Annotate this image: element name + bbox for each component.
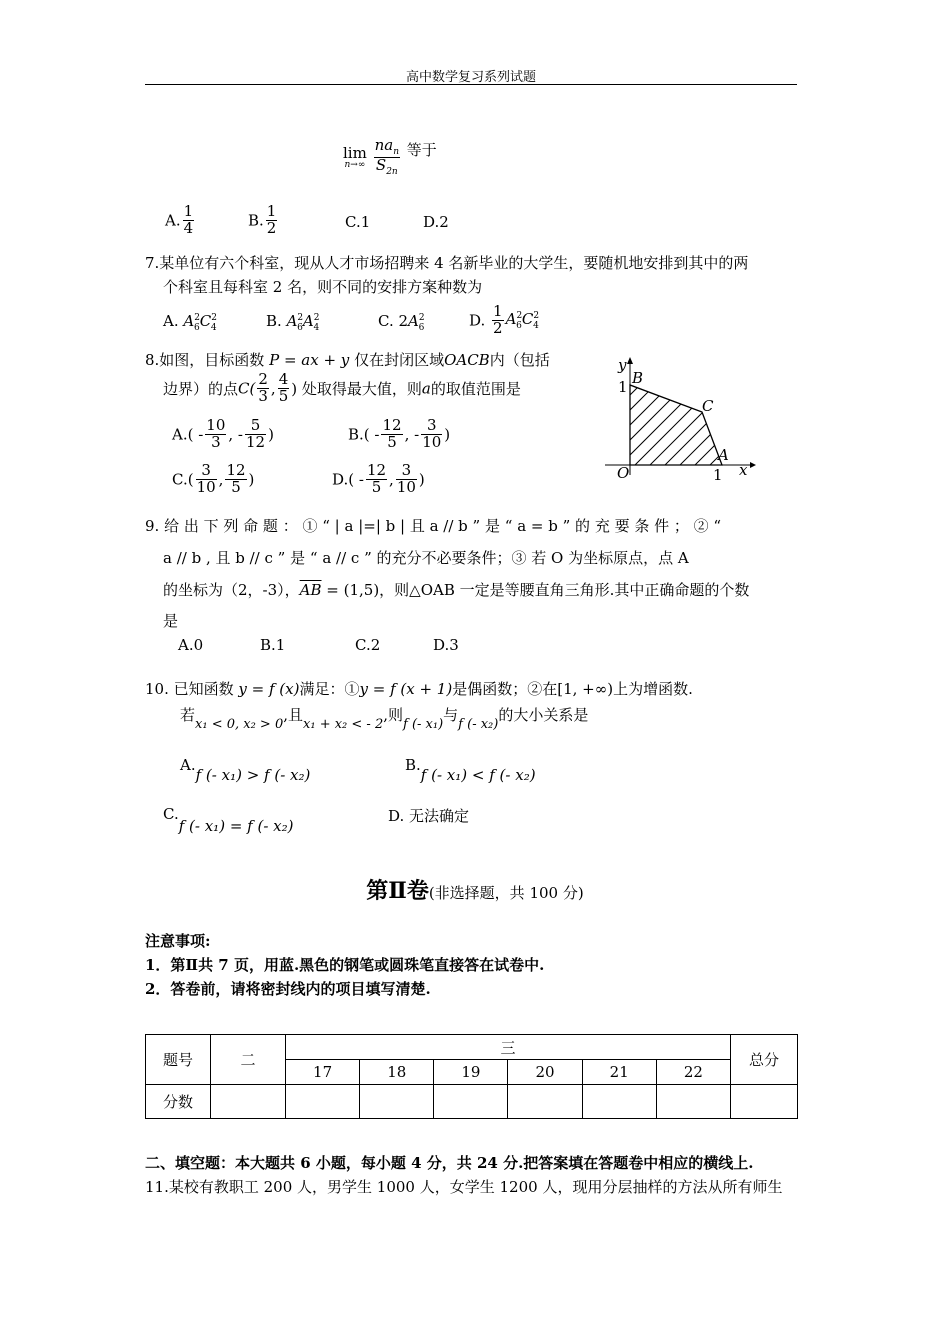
y-one-label: 1 [618, 378, 628, 396]
q8-option-a: A.( - $\frac{10}{3}$ , - $\frac{5}{12}$ ) [172, 416, 274, 451]
q7-option-d: D. $\frac{1}{2}$ $A^2_6C^2_4$ [469, 302, 540, 337]
row-label-score: 分数 [146, 1085, 211, 1119]
q6-option-a: A. $\frac{1}{4}$ [165, 202, 194, 237]
score-cell-20[interactable] [508, 1085, 582, 1119]
score-cell-17[interactable] [286, 1085, 360, 1119]
q7-option-b: B. $A^2_6A^2_4$ [266, 312, 320, 333]
q8-option-b: B.( - $\frac{12}{5}$ , - $\frac{3}{10}$ ) [348, 416, 451, 451]
q10-option-d: D. 无法确定 [388, 807, 470, 825]
q7-line-1: 7.某单位有六个科室，现从人才市场招聘来 4 名新毕业的大学生，要随机地安排到其中的两 [145, 254, 749, 272]
q8-region: OACB [444, 351, 490, 369]
q6-option-d: D.2 [423, 213, 449, 231]
x-axis-label: x [739, 461, 748, 479]
col-total: 总分 [731, 1035, 798, 1085]
q8-option-c: C.( $\frac{3}{10}$ , $\frac{12}{5}$ ) [172, 461, 255, 496]
point-c-label: C [702, 397, 714, 415]
q18-header: 18 [360, 1060, 434, 1085]
q9-line-2: a // b , 且 b // c ” 是 “ a // c ” 的充分不必要条件；③ 若 O 为坐标原点，点 A [163, 549, 689, 567]
lim-subscript: n→∞ [344, 159, 366, 170]
q9-option-b: B.1 [260, 636, 286, 654]
q9-line-3: 的坐标为（2，-3），$\overline{AB} = (1,5)$，则△OAB 一定是等腰直角三角形.其中正确命题的个数 [163, 581, 750, 599]
x-axis-arrow [750, 462, 756, 468]
point-b-label: B [632, 369, 644, 387]
q6-tail: 等于 [406, 141, 437, 160]
q6-denominator-sub: 2n [386, 167, 398, 178]
part2-heading: 第Ⅱ卷 [366, 878, 429, 904]
q7-option-a: A. $A^2_6C^2_4$ [163, 312, 217, 333]
q8-objective: P = ax + y [269, 351, 350, 369]
col-san: 三 [286, 1035, 731, 1060]
q7-option-c: C. $2A^2_6$ [378, 312, 425, 333]
note-1: 1．第Ⅱ共 7 页，用蓝.黑色的钢笔或圆珠笔直接答在试卷中. [145, 956, 545, 974]
section2-heading: 二、填空题：本大题共 6 小题，每小题 4 分，共 24 分.把答案填在答题卷中相应的横线上. [145, 1154, 754, 1172]
q17-header: 17 [286, 1060, 360, 1085]
point-a-label: A [718, 446, 729, 464]
q10-line-1: 10. 已知函数 y = f (x)满足：①y = f (x + 1)是偶函数；②在[1, +∞)上为增函数. [145, 680, 693, 698]
q7-line-2: 个科室且每科室 2 名，则不同的安排方案种数为 [163, 278, 483, 296]
score-cell-19[interactable] [434, 1085, 508, 1119]
notes-title: 注意事项: [145, 932, 211, 950]
q6-option-c: C.1 [345, 213, 371, 231]
q10-option-b: B.f (- x₁) < f (- x₂) [405, 756, 536, 784]
q10-option-c: C.f (- x₁) = f (- x₂) [163, 805, 294, 835]
q9-option-c: C.2 [355, 636, 381, 654]
score-cell-22[interactable] [656, 1085, 730, 1119]
q8-option-d: D.( - $\frac{12}{5}$ , $\frac{3}{10}$ ) [332, 461, 425, 496]
q8-line-2: 边界）的点C( $\frac{2}{3}$ , $\frac{4}{5}$ ) 处取得最大值，则a的取值范围是 [163, 370, 521, 405]
q21-header: 21 [582, 1060, 656, 1085]
score-table [145, 1034, 798, 1119]
score-cell-total[interactable] [731, 1085, 798, 1119]
part2-title [0, 874, 950, 905]
y-axis-arrow [627, 357, 633, 364]
q19-header: 19 [434, 1060, 508, 1085]
y-axis-label: y [618, 356, 627, 374]
q22-header: 22 [656, 1060, 730, 1085]
q10-line-2: 若x₁ < 0, x₂ > 0,且x₁ + x₂ < - 2,则f (- x₁)与f (- x₂)的大小关系是 [180, 706, 589, 732]
header-rule [145, 84, 797, 85]
score-cell-18[interactable] [360, 1085, 434, 1119]
origin-label: O [617, 464, 630, 482]
q9-vector-ab: $\overline{AB}$ [299, 581, 322, 599]
q8-line-1: 8.如图，目标函数 P = ax + y 仅在封闭区域OACB内（包括 [145, 351, 550, 369]
q6-option-b: B. $\frac{1}{2}$ [248, 202, 277, 237]
lim-text: lim [343, 143, 367, 162]
q6-limit-expression [343, 138, 437, 178]
q9-line-4: 是 [163, 612, 179, 630]
note-2: 2．答卷前，请将密封线内的项目填写清楚. [145, 980, 431, 998]
part2-subtitle: (非选择题，共 100 分) [428, 884, 584, 902]
col-er: 二 [211, 1035, 286, 1085]
q6-fraction [374, 138, 400, 178]
score-cell-er[interactable] [211, 1085, 286, 1119]
q11-line-1: 11.某校有教职工 200 人，男学生 1000 人，女学生 1200 人，现用分层抽样的方法从所有师生 [145, 1178, 783, 1196]
x-one-label: 1 [713, 466, 723, 484]
q6-numerator-sub: n [393, 147, 400, 157]
page-header: 高中数学复习系列试题 [405, 70, 536, 85]
q8-region-graph [600, 350, 760, 485]
q20-header: 20 [508, 1060, 582, 1085]
q6-numerator: na [374, 136, 394, 154]
q9-option-d: D.3 [433, 636, 459, 654]
q6-denominator: S [375, 156, 387, 175]
row-label-question: 题号 [146, 1035, 211, 1085]
q9-line-1: 9. 给 出 下 列 命 题 ： ① “ | a |=| b | 且 a // b ” 是 “ a = b ” 的 充 要 条 件 ； ② “ [145, 517, 722, 535]
q10-option-a: A.f (- x₁) > f (- x₂) [180, 756, 311, 784]
q9-option-a: A.0 [178, 636, 204, 654]
score-cell-21[interactable] [582, 1085, 656, 1119]
